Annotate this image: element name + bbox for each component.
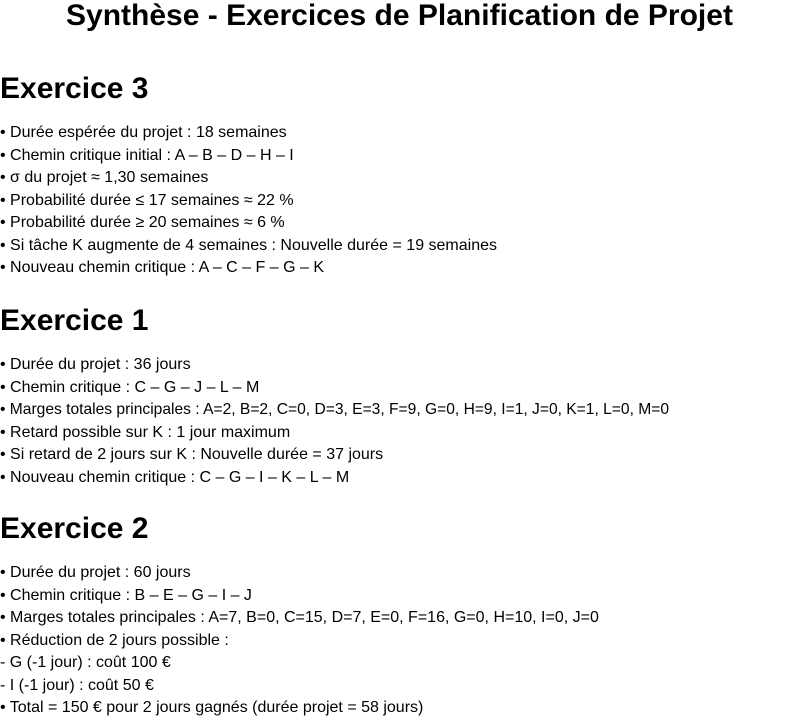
list-item: • Durée espérée du projet : 18 semaines <box>0 124 287 141</box>
list-item: • Total = 150 € pour 2 jours gagnés (durée projet = 58 jours) <box>0 699 424 716</box>
list-item: • Réduction de 2 jours possible : <box>0 631 229 649</box>
list-item: • σ du projet ≈ 1,30 semaines <box>0 169 209 186</box>
list-item: • Si retard de 2 jours sur K : Nouvelle durée = 37 jours <box>0 446 384 463</box>
page-title: Synthèse - Exercices de Planification de Projet <box>66 0 733 32</box>
list-item: - G (-1 jour) : coût 100 € <box>0 654 171 671</box>
section-heading: Exercice 2 <box>0 512 149 545</box>
list-item: • Chemin critique initial : A – B – D – H – I <box>0 146 294 164</box>
list-item: • Marges totales principales : A=2, B=2, C=0, D=3, E=3, F=9, G=0, H=9, I=1, J=0, K=1, L=0, M=0 <box>0 401 670 418</box>
section-heading: Exercice 1 <box>0 304 149 337</box>
list-item: • Durée du projet : 36 jours <box>0 356 191 373</box>
list-item: • Nouveau chemin critique : A – C – F – G – K <box>0 259 324 276</box>
list-item: • Si tâche K augmente de 4 semaines : Nouvelle durée = 19 semaines <box>0 236 498 254</box>
bullet-list <box>0 122 799 280</box>
bullet-list <box>0 562 799 720</box>
section-heading: Exercice 3 <box>0 72 149 105</box>
list-item: • Chemin critique : B – E – G – I – J <box>0 586 252 604</box>
list-item: • Marges totales principales : A=7, B=0, C=15, D=7, E=0, F=16, G=0, H=10, I=0, J=0 <box>0 609 599 626</box>
list-item: • Chemin critique : C – G – J – L – M <box>0 378 260 396</box>
list-item: • Probabilité durée ≤ 17 semaines ≈ 22 % <box>0 191 294 209</box>
section-exercice-3 <box>0 71 799 280</box>
section-exercice-1 <box>0 303 799 489</box>
list-item: • Nouveau chemin critique : C – G – I – K – L – M <box>0 468 350 486</box>
list-item: - I (-1 jour) : coût 50 € <box>0 676 154 694</box>
bullet-list <box>0 354 799 489</box>
list-item: • Retard possible sur K : 1 jour maximum <box>0 423 291 441</box>
list-item: • Durée du projet : 60 jours <box>0 564 191 581</box>
section-exercice-2 <box>0 511 799 720</box>
list-item: • Probabilité durée ≥ 20 semaines ≈ 6 % <box>0 214 285 231</box>
